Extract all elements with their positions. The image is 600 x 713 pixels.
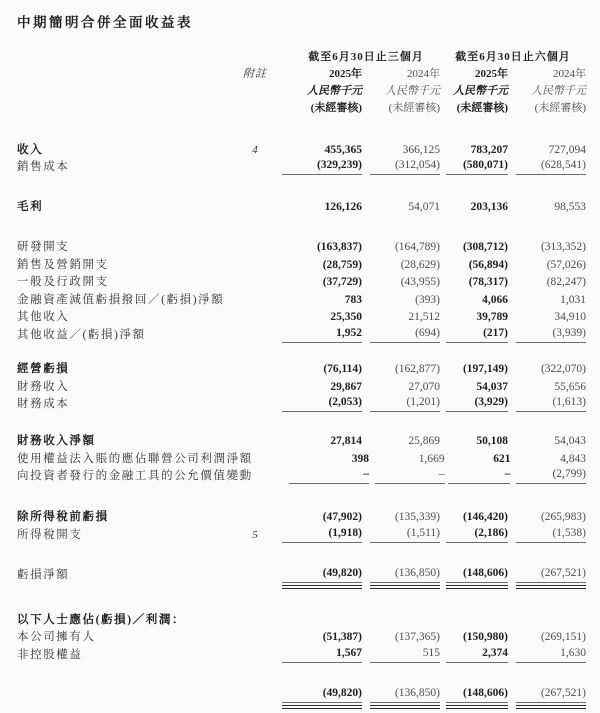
value-cell: 126,126 [324,200,362,213]
value-cell: (322,070) [540,363,586,375]
value-cell: (136,850) [362,686,440,703]
value-cell: (2,053) [268,395,362,412]
row-label: 非控股權益 [17,648,83,661]
value-cell: (162,877) [394,363,440,375]
row-label: 以下人士應佔(虧損)／利潤： [17,613,186,626]
value-cell: 54,071 [408,200,440,213]
statement-row [0,255,600,273]
value-cell: (43,955) [400,276,440,288]
value-cell: 203,136 [470,200,508,213]
value-cell: 54,037 [476,380,508,393]
value-cell: (164,789) [394,241,440,253]
value-cell: 4,843 [560,452,586,465]
currency-label: 人民幣千元 [531,85,586,97]
value-cell: (267,521) [508,566,586,583]
statement-row [0,432,600,450]
row-label: 其他收入 [17,311,70,323]
value-cell: 1,031 [560,293,586,306]
row-label: 所得稅開支 [17,528,83,541]
row-label: 財務收入淨額 [17,435,96,447]
statement-row [0,645,600,663]
value-cell: 1,669 [418,452,445,465]
audit-status-label: (未經審核) [456,102,508,114]
notes-column-label: 附註 [243,68,267,80]
value-cell: (308,712) [462,241,508,253]
value-cell: (82,247) [546,276,586,288]
row-label: 一般及行政開支 [17,276,109,288]
audit-status-label: (未經審核) [388,102,440,114]
statement-row [0,525,600,543]
row-label: 財務成本 [17,398,70,410]
statement-row [0,449,600,467]
value-cell: (1,613) [508,395,586,412]
statement-row [0,395,600,413]
row-label: 經營虧損 [17,363,70,375]
row-label: 收入 [17,143,44,156]
value-cell: (1,201) [362,395,440,412]
period-group-six-months: 截至6月30日止六個月 [455,51,571,63]
value-cell: (1,918) [268,526,362,543]
value-cell: (628,541) [508,158,586,175]
year-label: 2025年 [475,68,508,80]
row-label: 金融資產減值虧損撥回／(虧損)淨額 [17,293,225,306]
value-cell: – [369,467,445,484]
value-cell: (76,114) [323,363,362,375]
value-cell: (329,239) [268,158,362,175]
value-cell: 515 [362,646,440,663]
value-cell: 398 [351,452,370,465]
value-cell: (2,799) [510,467,586,484]
value-cell: (150,980) [462,631,508,643]
row-label: 其他收益／(虧損)淨額 [17,328,146,341]
value-cell: 39,789 [476,311,508,323]
value-cell: (56,894) [468,258,508,271]
value-cell: (37,729) [322,276,362,288]
value-cell: (148,606) [440,686,508,703]
value-cell: (51,387) [322,631,362,643]
year-label: 2024年 [553,68,586,80]
value-cell: (57,026) [546,258,586,271]
statement-body [0,140,600,709]
value-cell: 783,207 [470,143,508,156]
value-cell: (49,820) [268,566,362,583]
value-cell: (313,352) [540,241,586,253]
value-cell: 55,656 [554,380,586,393]
value-cell: 1,567 [268,646,362,663]
value-cell: (269,151) [540,631,586,643]
value-cell: (78,317) [468,276,508,288]
value-cell: (694) [362,326,440,343]
currency-label: 人民幣千元 [307,85,362,97]
value-cell: (217) [440,326,508,343]
value-cell: (197,149) [462,363,508,375]
value-cell: 27,814 [330,435,362,447]
total-double-rule [0,705,600,710]
value-cell: 98,553 [554,200,586,213]
statement-row [0,508,600,526]
value-cell: (267,521) [508,686,586,703]
year-label: 2024年 [407,68,440,80]
currency-label: 人民幣千元 [385,85,440,97]
statement-row [0,467,600,485]
value-cell: (3,929) [440,395,508,412]
value-cell: (393) [415,293,440,306]
statement-row [0,628,600,646]
row-label: 使用權益法入賬的應佔聯營公司利潤淨額 [17,452,253,465]
value-cell: (136,850) [362,566,440,583]
statement-row [0,140,600,158]
value-cell: 783 [344,293,362,306]
row-label: 銷售成本 [17,161,70,173]
audit-status-label: (未經審核) [310,102,362,114]
total-double-rule [0,585,600,590]
statement-row [0,377,600,395]
row-label: 研發開支 [17,241,70,253]
value-cell: 25,869 [408,435,440,447]
value-cell: 29,867 [330,380,362,393]
value-cell: (2,186) [440,526,508,543]
row-label: 除所得稅前虧損 [17,511,109,523]
value-cell: 366,125 [402,143,440,156]
value-cell: 1,630 [508,646,586,663]
statement-row [0,360,600,378]
period-group-row [0,48,600,65]
statement-row [0,290,600,308]
value-cell: (580,071) [440,158,508,175]
value-cell: 34,910 [554,311,586,323]
value-cell: 54,043 [554,435,586,447]
row-label: 向投資者發行的金融工具的公允價值變動 [17,470,253,482]
value-cell: (28,759) [322,258,362,271]
value-cell: 727,094 [548,143,586,156]
value-cell: (312,054) [362,158,440,175]
value-cell: (146,420) [462,511,508,523]
page-title: 中期簡明合併全面收益表 [17,15,193,30]
value-cell: – [445,467,511,484]
value-cell: 50,108 [476,435,508,447]
statement-row [0,308,600,326]
value-cell: 4,066 [482,293,508,306]
value-cell: (163,837) [316,241,362,253]
currency-label: 人民幣千元 [453,85,508,97]
value-cell: (137,365) [394,631,440,643]
value-cell: 25,350 [330,311,362,323]
audit-status-label: (未經審核) [534,102,586,114]
value-cell: 455,365 [324,143,362,156]
note-reference: 5 [252,528,258,541]
row-label: 財務收入 [17,380,70,393]
statement-row [0,197,600,215]
year-label: 2025年 [329,68,362,80]
year-row [0,65,600,82]
row-label: 本公司擁有人 [17,631,96,643]
value-cell: (28,629) [400,258,440,271]
statement-row [0,565,600,583]
value-cell: (49,820) [268,686,362,703]
value-cell: (135,339) [394,511,440,523]
value-cell: 27,070 [408,380,440,393]
period-group-three-months: 截至6月30日止三個月 [308,51,424,63]
currency-row [0,82,600,99]
value-cell: 21,512 [408,311,440,323]
note-reference: 4 [252,143,258,156]
statement-row [0,238,600,256]
value-cell: 621 [493,452,511,465]
value-cell: (1,538) [508,526,586,543]
value-cell: (265,983) [540,511,586,523]
statement-row [0,685,600,703]
row-label: 毛利 [17,200,44,213]
table-header [0,48,600,116]
statement-row [0,273,600,291]
value-cell: – [278,467,369,484]
value-cell: (1,511) [362,526,440,543]
value-cell: (148,606) [440,566,508,583]
row-label: 銷售及營銷開支 [17,258,109,271]
statement-row [0,325,600,343]
row-label: 虧損淨額 [17,568,70,581]
value-cell: (3,939) [508,326,586,343]
audit-status-row [0,99,600,116]
statement-row [0,158,600,176]
value-cell: 1,952 [268,326,362,343]
value-cell: (47,902) [322,511,362,523]
value-cell: 2,374 [440,646,508,663]
statement-row [0,610,600,628]
